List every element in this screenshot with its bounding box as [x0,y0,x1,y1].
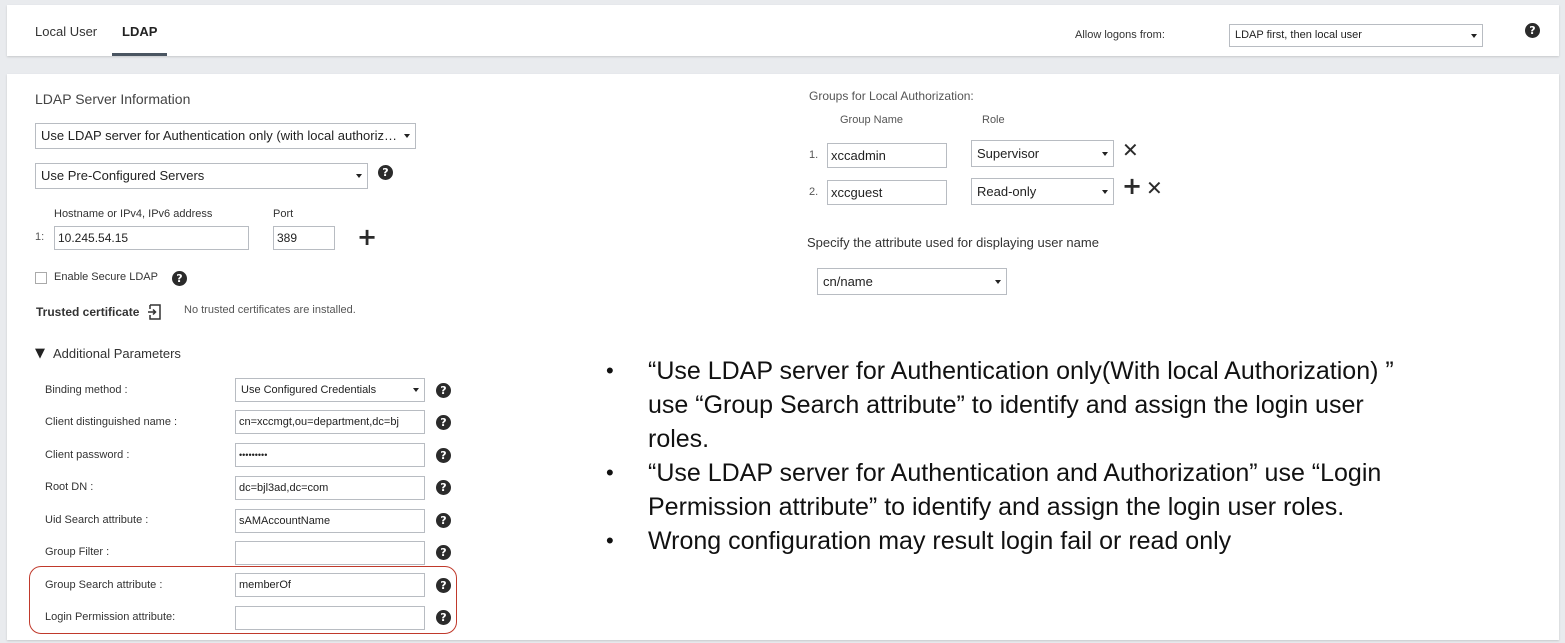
host-column-header: Hostname or IPv4, IPv6 address [54,208,213,220]
group-role-select[interactable] [971,140,1114,167]
group-name-input[interactable]: xccadmin [827,143,947,168]
server-row-index: 1: [35,231,45,243]
allow-logons-label: Allow logons from: [1075,29,1165,41]
note-text: “Use LDAP server for Authentication and Authorization” use “Login Permission attribute” to identify and assign the login user roles. [648,459,1382,521]
port-column-header: Port [273,208,294,220]
bullet-icon: • [606,358,614,383]
group-row-index: 1. [809,149,819,161]
client-password-label: Client password : [45,449,130,461]
chevron-down-icon [1102,152,1108,156]
additional-params-title[interactable]: Additional Parameters [53,346,181,361]
secure-ldap-checkbox[interactable] [35,272,47,284]
allow-logons-select[interactable] [1229,24,1483,47]
chevron-down-icon [413,388,419,392]
client-password-input[interactable]: ••••••••• [235,443,425,467]
group-filter-input[interactable] [235,541,425,565]
root-dn-input[interactable]: dc=bjl3ad,dc=com [235,476,425,500]
notes-list [606,354,1426,558]
bullet-icon: • [606,460,614,485]
port-input[interactable]: 389 [273,226,335,250]
remove-group-icon[interactable]: ✕ [1122,138,1139,162]
display-attr-value: cn/name [823,274,873,289]
help-icon[interactable]: ? [436,610,451,625]
help-icon[interactable]: ? [436,513,451,528]
help-icon[interactable]: ? [436,480,451,495]
help-icon[interactable]: ? [436,448,451,463]
chevron-down-icon [1471,34,1477,38]
group-role-select[interactable] [971,178,1114,205]
auth-mode-value: Use LDAP server for Authentication only (with local authoriz… [41,128,397,143]
section-title-server-info: LDAP Server Information [35,91,191,107]
chevron-down-icon [404,134,410,138]
display-attr-label: Specify the attribute used for displaying user name [807,235,1099,250]
trusted-cert-label: Trusted certificate [36,305,140,319]
server-source-value: Use Pre-Configured Servers [41,168,205,183]
note-item [606,524,1426,558]
binding-method-value: Use Configured Credentials [241,384,377,396]
hostname-input[interactable]: 10.245.54.15 [54,226,249,250]
client-dn-input[interactable]: cn=xccmgt,ou=department,dc=bj [235,410,425,434]
note-item [606,354,1426,456]
group-name-input[interactable]: xccguest [827,180,947,205]
uid-search-label: Uid Search attribute : [45,514,149,526]
server-source-select[interactable] [35,163,368,189]
trusted-cert-status: No trusted certificates are installed. [184,304,356,316]
binding-method-select[interactable] [235,378,425,402]
group-search-label: Group Search attribute : [45,579,163,591]
help-icon[interactable]: ? [436,383,451,398]
chevron-down-icon [995,280,1001,284]
help-icon[interactable]: ? [378,165,393,180]
role-header: Role [982,114,1005,126]
login-permission-input[interactable] [235,606,425,630]
add-server-icon[interactable]: + [357,223,378,251]
help-icon[interactable]: ? [436,578,451,593]
bullet-icon: • [606,528,614,553]
allow-logons-value: LDAP first, then local user [1235,29,1362,41]
tab-local-user[interactable]: Local User [35,24,98,39]
group-name-header: Group Name [840,114,903,126]
help-icon[interactable]: ? [436,545,451,560]
remove-group-icon[interactable]: ✕ [1146,176,1163,200]
group-search-input[interactable]: memberOf [235,573,425,597]
triangle-down-icon[interactable]: ▼ [35,346,45,361]
display-attr-select[interactable] [817,268,1007,295]
login-permission-label: Login Permission attribute: [45,611,176,623]
root-dn-label: Root DN : [45,481,94,493]
group-role-value: Supervisor [977,146,1040,161]
group-filter-label: Group Filter : [45,546,110,558]
auth-mode-select[interactable] [35,123,416,149]
note-item [606,456,1426,524]
client-dn-label: Client distinguished name : [45,416,178,428]
add-group-icon[interactable]: + [1122,172,1143,200]
help-icon[interactable]: ? [436,415,451,430]
chevron-down-icon [356,174,362,178]
active-tab-indicator [112,53,167,56]
secure-ldap-label: Enable Secure LDAP [54,271,158,283]
groups-title: Groups for Local Authorization: [809,89,974,103]
help-icon[interactable]: ? [172,271,187,286]
chevron-down-icon [1102,190,1108,194]
binding-method-label: Binding method : [45,384,128,396]
import-certificate-icon[interactable] [147,304,162,320]
group-role-value: Read-only [977,184,1037,199]
tab-ldap[interactable]: LDAP [122,24,158,39]
note-text: Wrong configuration may result login fail or read only [648,527,1232,555]
group-row-index: 2. [809,186,819,198]
note-text: “Use LDAP server for Authentication only(With local Authorization) ” use “Group Search attribute” to identify and assign the login user roles. [648,357,1394,453]
help-icon[interactable]: ? [1525,23,1540,38]
uid-search-input[interactable]: sAMAccountName [235,509,425,533]
